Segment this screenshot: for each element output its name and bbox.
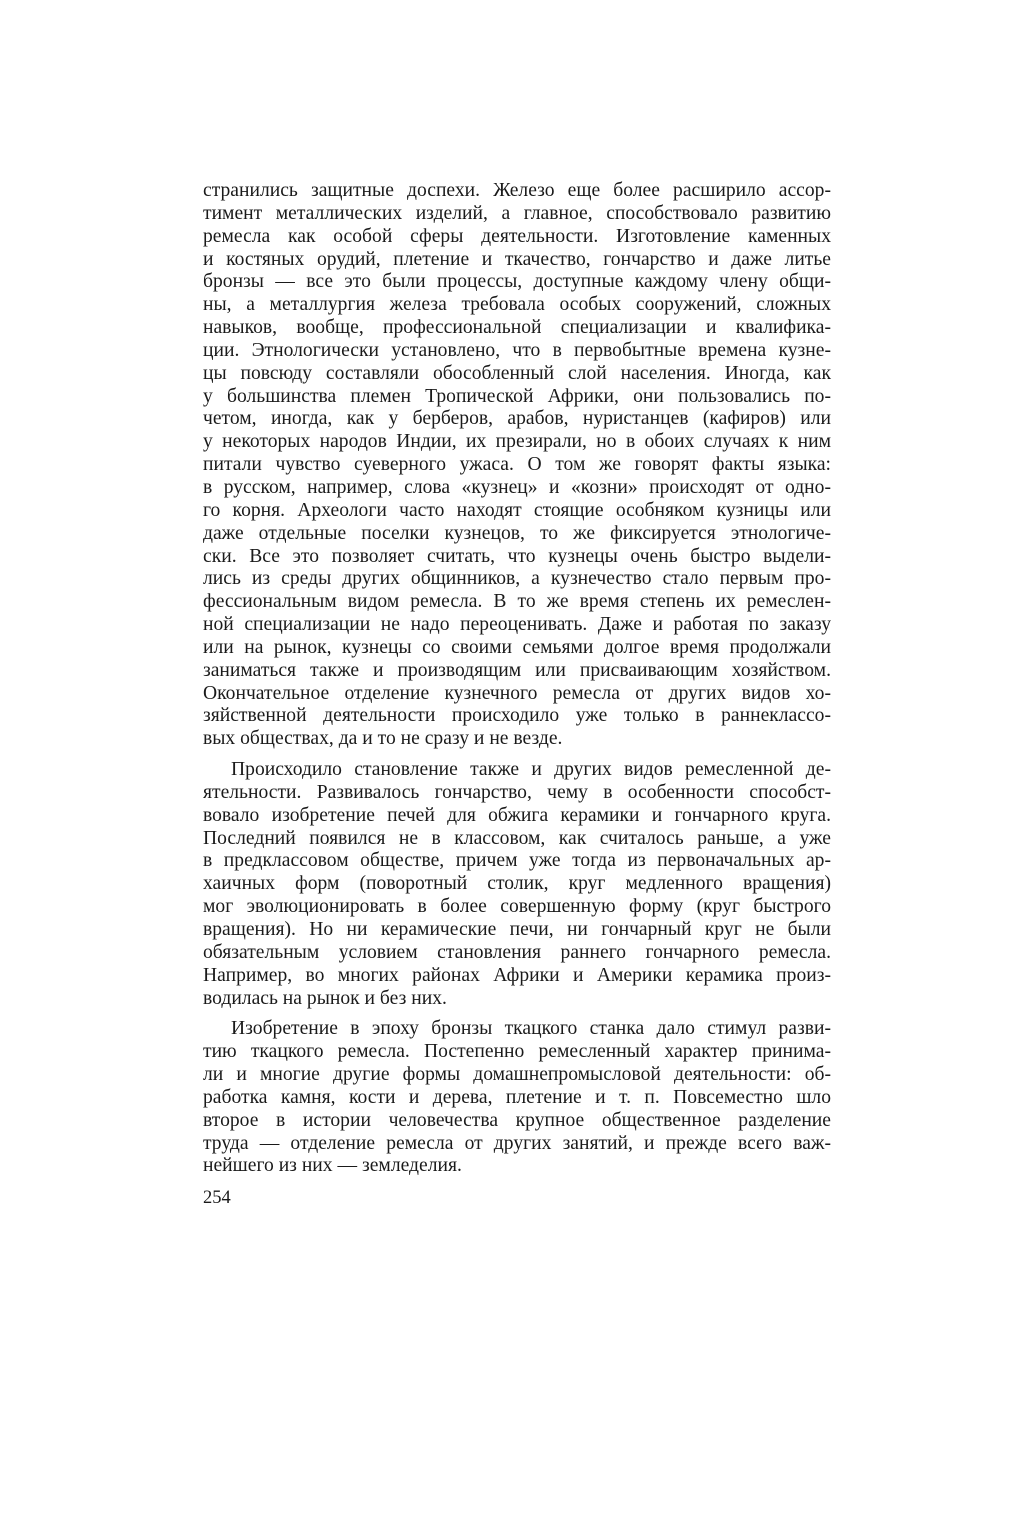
text-line: Происходило становление также и других видов ремесленной де- xyxy=(231,759,831,781)
text-line: в русском, например, слова «кузнец» и «козни» происходят от одно- xyxy=(203,476,831,498)
text-line: ятельности. Развивалось гончарство, чему в особенности способст- xyxy=(203,781,831,803)
text-line: вовало изобретение печей для обжига керамики и гончарного круга. xyxy=(203,804,831,826)
text-line: зяйственной деятельности происходило уже только в раннеклассо- xyxy=(203,705,831,727)
text-line: навыков, вообще, профессиональной специализации и квалифика- xyxy=(203,317,831,339)
text-line: в предклассовом обществе, причем уже тогда из первоначальных ар- xyxy=(203,850,831,872)
text-line: ли и многие другие формы домашнепромысловой деятельности: об- xyxy=(203,1064,831,1086)
text-line: ны, а металлургия железа требовала особых сооружений, сложных xyxy=(203,294,831,316)
paragraph-2 xyxy=(203,759,831,1010)
text-line: или на рынок, кузнецы со своими семьями долгое время продолжали xyxy=(203,636,831,658)
text-line: Окончательное отделение кузнечного ремесла от других видов хо- xyxy=(203,682,831,704)
page-number: 254 xyxy=(203,1188,231,1208)
text-line: заниматься также и производящим или присваивающим хозяйством. xyxy=(203,659,831,681)
text-line: даже отдельные поселки кузнецов, то же фиксируется этнологиче- xyxy=(203,522,831,544)
text-line: го корня. Археологи часто находят стоящие особняком кузницы или xyxy=(203,499,831,521)
text-line: Изобретение в эпоху бронзы ткацкого станка дало стимул разви- xyxy=(231,1018,831,1040)
text-line: странились защитные доспехи. Железо еще более расширило ассор- xyxy=(203,180,831,201)
text-line: у некоторых народов Индии, их презирали, но в обоих случаях к ним xyxy=(203,431,831,453)
text-line: хаичных форм (поворотный столик, круг медленного вращения) xyxy=(203,873,831,895)
text-line: ции. Этнологически установлено, что в первобытные времена кузне- xyxy=(203,339,831,361)
text-line: вых обществах, да и то не сразу и не везде. xyxy=(203,728,563,750)
text-line: труда — отделение ремесла от других занятий, и прежде всего важ- xyxy=(203,1132,831,1154)
text-line: второе в истории человечества крупное общественное разделение xyxy=(203,1109,831,1131)
text-line: Например, во многих районах Африки и Америки керамика произ- xyxy=(203,964,831,986)
text-line: тимент металлических изделий, а главное, способствовало развитию xyxy=(203,202,831,224)
text-line: вращения). Но ни керамические печи, ни гончарный круг не были xyxy=(203,919,831,940)
text-line: работка камня, кости и дерева, плетение и т. п. Повсеместно шло xyxy=(203,1086,831,1108)
text-line: Последний появился не в классовом, как считалось раньше, а уже xyxy=(203,827,831,849)
text-line: у большинства племен Тропической Африки, они пользовались по- xyxy=(203,385,831,407)
paragraph-1 xyxy=(203,180,831,751)
text-line: мог эволюционировать в более совершенную форму (круг быстрого xyxy=(203,896,831,918)
text-line: фессиональным видом ремесла. В то же время степень их ремеслен- xyxy=(203,591,831,613)
paragraph-3 xyxy=(203,1018,831,1178)
text-line: и костяных орудий, плетение и ткачество, гончарство и даже литье xyxy=(203,248,831,270)
text-line: обязательным условием становления раннего гончарного ремесла. xyxy=(203,941,831,963)
text-line: бронзы — все это были процессы, доступные каждому члену общи- xyxy=(203,271,831,293)
text-line: питали чувство суеверного ужаса. О том же говорят факты языка: xyxy=(203,454,831,476)
text-line: водилась на рынок и без них. xyxy=(203,987,447,1009)
text-line: ремесла как особой сферы деятельности. Изготовление каменных xyxy=(203,225,831,247)
page-body xyxy=(203,180,831,1186)
text-line: тию ткацкого ремесла. Постепенно ремесленный характер принима- xyxy=(203,1041,831,1063)
text-line: нейшего из них — земледелия. xyxy=(203,1155,462,1177)
text-line: цы повсюду составляли обособленный слой населения. Иногда, как xyxy=(203,362,831,384)
text-line: ной специализации не надо переоценивать. Даже и работая по заказу xyxy=(203,614,831,636)
text-line: лись из среды других общинников, а кузнечество стало первым про- xyxy=(203,568,831,590)
text-line: четом, иногда, как у берберов, арабов, нуристанцев (кафиров) или xyxy=(203,408,831,430)
text-line: ски. Все это позволяет считать, что кузнецы очень быстро выдели- xyxy=(203,545,831,567)
